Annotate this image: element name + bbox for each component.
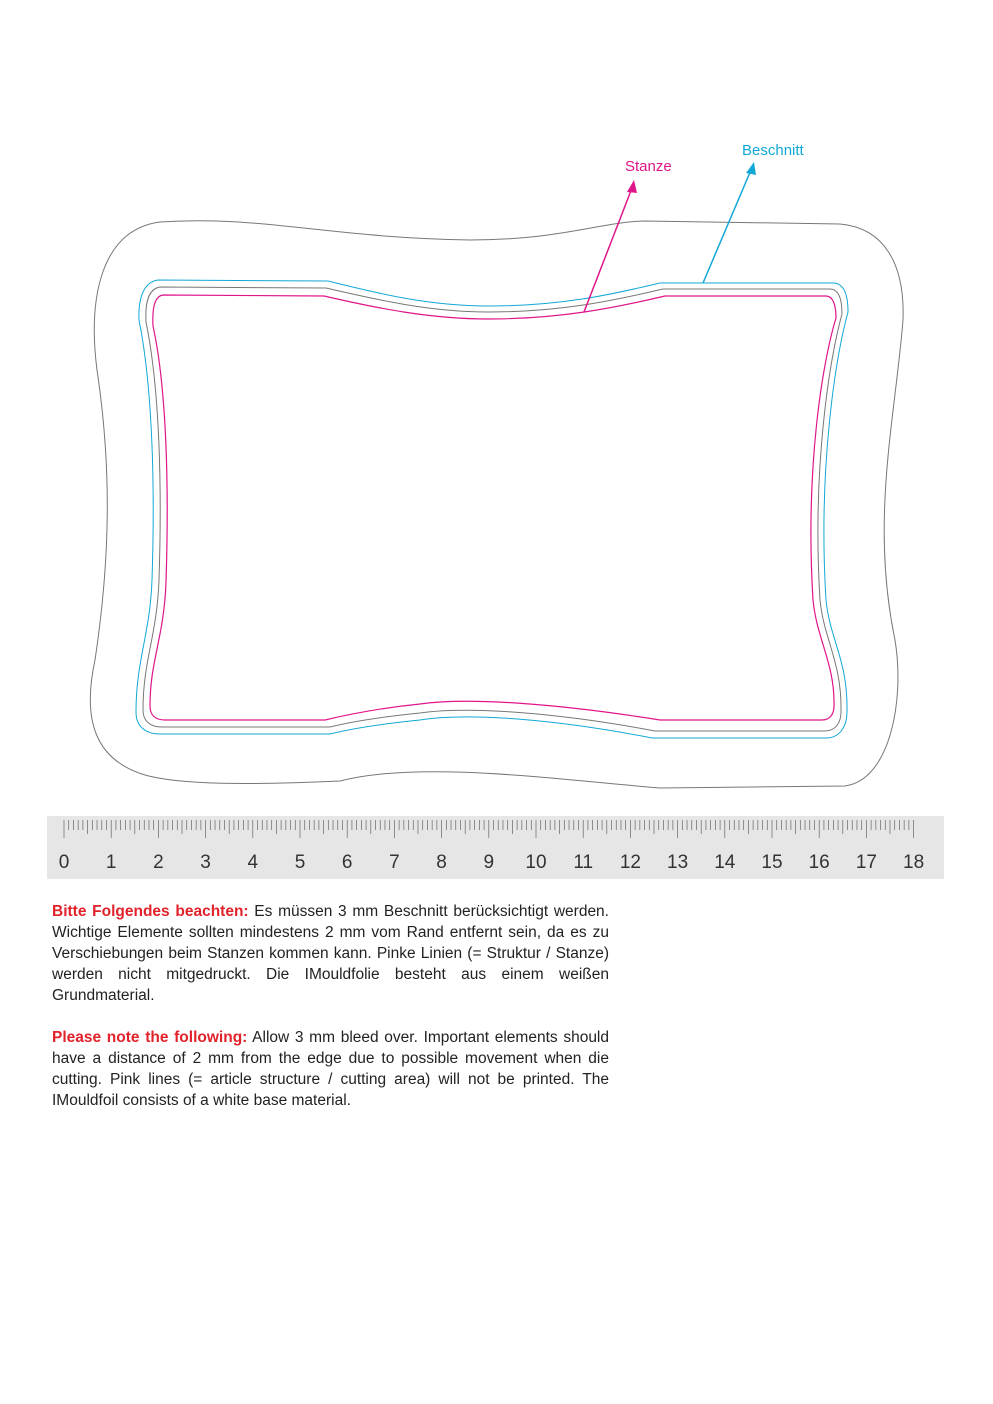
- ruler-number: 0: [58, 852, 70, 873]
- ruler-number: 11: [573, 852, 594, 873]
- ruler-number: 12: [619, 852, 641, 873]
- stanze-callout-arrow: [584, 180, 637, 312]
- ruler-number: 10: [525, 852, 547, 873]
- note-english-heading: Please note the following:: [52, 1029, 248, 1046]
- ruler-number: 1: [105, 852, 117, 873]
- note-english: [52, 1027, 609, 1111]
- ruler-number: 9: [483, 852, 495, 873]
- ruler-number: 6: [341, 852, 353, 873]
- beschnitt-label: Beschnitt: [742, 142, 804, 159]
- ruler-number: 16: [808, 852, 830, 873]
- ruler-number: 8: [436, 852, 447, 873]
- ruler-number: 15: [761, 852, 783, 873]
- ruler-number: 3: [200, 852, 211, 873]
- ruler-number: 18: [903, 852, 925, 873]
- note-german-heading: Bitte Folgendes beachten:: [52, 903, 249, 920]
- stanze-label: Stanze: [625, 158, 672, 175]
- measurement-ruler: [47, 816, 944, 879]
- note-german: [52, 901, 609, 1006]
- trim-outline: [143, 287, 842, 731]
- ruler-number: 4: [247, 852, 259, 873]
- note-english-body: Allow 3 mm bleed over. Important elements should have a distance of 2 mm from the edge due to possible movement when die cutting. Pink lines (= article structure / cutting area) will not be printed. The IMouldfoil consists of a white base material.: [52, 1029, 610, 1109]
- ruler-number: 7: [389, 852, 400, 873]
- ruler-number: 14: [714, 852, 736, 873]
- bleed-line: [136, 280, 848, 738]
- ruler-number: 5: [294, 852, 306, 873]
- ruler-ticks: [47, 816, 944, 856]
- die-cut-line: [150, 295, 836, 720]
- ruler-number: 13: [667, 852, 689, 873]
- ruler-number: 2: [153, 852, 164, 873]
- note-german-body: Es müssen 3 mm Beschnitt berücksichtigt werden. Wichtige Elemente sollten mindestens 2 mm vom Rand entfernt sein, da es zu Verschiebungen beim Stanzen kommen kann. Pinke Linien (= Struktur / Stanze) werden nicht mitgedruckt. Die IMouldfolie besteht aus einem weißen Grundmaterial.: [52, 903, 609, 1004]
- ruler-number: 17: [855, 852, 877, 873]
